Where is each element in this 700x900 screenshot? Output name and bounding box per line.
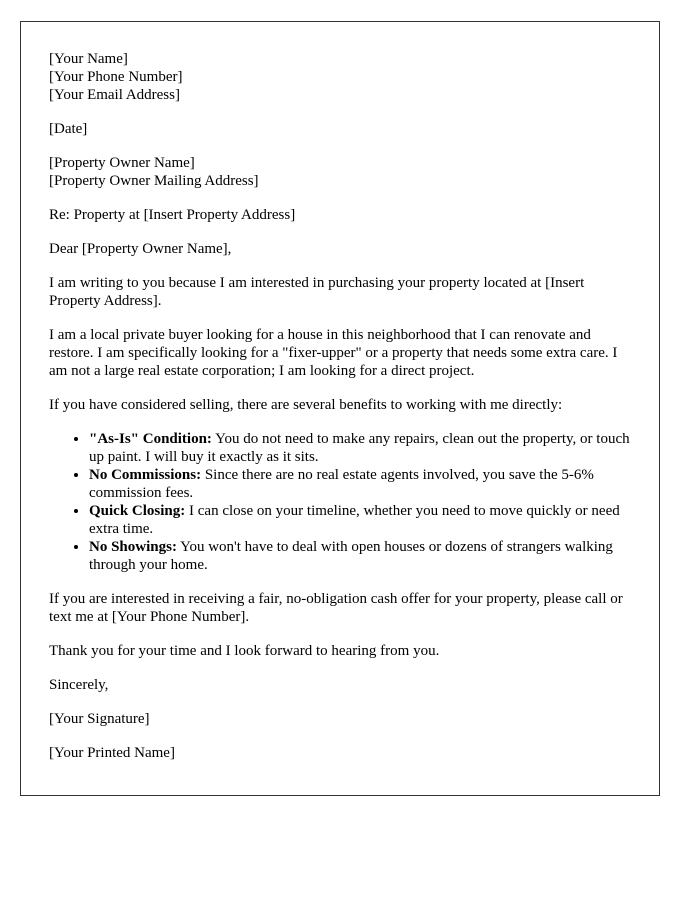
valediction: Sincerely,	[49, 677, 109, 693]
benefit-item-no-commissions	[89, 466, 631, 502]
benefit-text: Since there are no real estate agents involved, you save the 5-6% commission fees.	[89, 467, 594, 501]
benefits-intro-paragraph: If you have considered selling, there are several benefits to working with me directly:	[49, 397, 563, 413]
benefits-list	[49, 430, 631, 574]
thanks-paragraph: Thank you for your time and I look forward to hearing from you.	[49, 643, 440, 659]
recipient-address: [Property Owner Mailing Address]	[49, 173, 259, 189]
recipient-block	[49, 154, 631, 190]
benefit-title: Quick Closing:	[89, 503, 186, 519]
intro-paragraph: I am writing to you because I am interested in purchasing your property located at [Insert Property Address].	[49, 275, 585, 309]
benefit-title: No Showings:	[89, 539, 177, 555]
closing-block	[49, 676, 631, 762]
letter-date: [Date]	[49, 121, 88, 137]
subject-line: Re: Property at [Insert Property Address]	[49, 207, 296, 223]
benefit-item-as-is	[89, 430, 631, 466]
benefit-text: You won't have to deal with open houses or dozens of strangers walking through your home.	[89, 539, 613, 573]
benefit-text: I can close on your timeline, whether you need to move quickly or need extra time.	[89, 503, 620, 537]
recipient-name: [Property Owner Name]	[49, 155, 195, 171]
benefit-title: No Commissions:	[89, 467, 202, 483]
sender-name: [Your Name]	[49, 51, 128, 67]
sender-phone: [Your Phone Number]	[49, 69, 183, 85]
benefit-item-quick-closing	[89, 502, 631, 538]
benefit-item-no-showings	[89, 538, 631, 574]
offer-paragraph: If you are interested in receiving a fair, no-obligation cash offer for your property, please call or text me at [Your Phone Number].	[49, 591, 623, 625]
benefit-text: You do not need to make any repairs, clean out the property, or touch up paint. I will buy it exactly as it sits.	[89, 431, 630, 465]
benefit-title: "As-Is" Condition:	[89, 431, 212, 447]
letter-page	[20, 21, 660, 796]
sender-email: [Your Email Address]	[49, 87, 180, 103]
sender-block	[49, 50, 631, 104]
about-paragraph: I am a local private buyer looking for a house in this neighborhood that I can renovate and restore. I am specifically looking for a "fixer-upper" or a property that needs some extra care. I am not a large real estate corporation; I am looking for a direct project.	[49, 327, 618, 379]
signature-placeholder: [Your Signature]	[49, 711, 150, 727]
printed-name: [Your Printed Name]	[49, 745, 175, 761]
salutation: Dear [Property Owner Name],	[49, 241, 232, 257]
